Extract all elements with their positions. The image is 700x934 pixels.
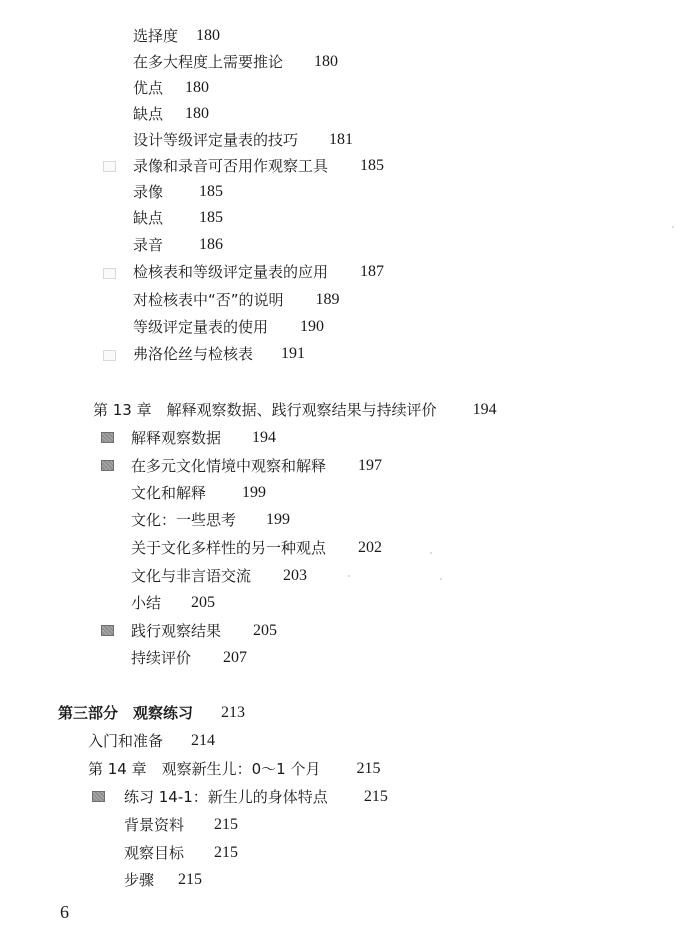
section-bullet-icon xyxy=(103,161,116,172)
toc-entry-title: 练习 14-1：新生儿的身体特点 xyxy=(124,788,328,806)
toc-entry-title: 缺点 xyxy=(133,105,164,123)
toc-entry-page: 215 xyxy=(178,871,203,888)
page-number: 6 xyxy=(60,902,69,922)
toc-entry-page: 191 xyxy=(281,345,306,362)
toc-entry-page: 186 xyxy=(199,236,224,253)
toc-entry-page: 185 xyxy=(199,183,224,200)
toc-entry-title: 背景资料 xyxy=(124,816,185,834)
toc-entry-page: 180 xyxy=(185,79,210,96)
toc-entry-page: 215 xyxy=(356,760,381,777)
toc-entry xyxy=(124,815,238,835)
toc-entry-page: 215 xyxy=(214,816,239,833)
section-bullet-icon xyxy=(101,625,114,636)
toc-entry-page: 180 xyxy=(196,27,221,44)
toc-entry-title: 设计等级评定量表的技巧 xyxy=(133,131,299,149)
toc-entry xyxy=(131,648,247,668)
toc-entry xyxy=(131,593,215,613)
toc-entry-title: 文化和解释 xyxy=(131,484,207,502)
toc-entry xyxy=(133,344,305,364)
toc-entry-page: 207 xyxy=(223,649,248,666)
toc-entry xyxy=(88,731,215,751)
toc-entry-page: 213 xyxy=(221,704,246,721)
toc-entry-page: 197 xyxy=(358,457,383,474)
toc-entry xyxy=(131,428,276,448)
scan-speck xyxy=(430,552,432,554)
toc-entry-title: 对检核表中“否”的说明 xyxy=(133,291,284,309)
toc-entry xyxy=(133,208,223,228)
toc-entry-title: 践行观察结果 xyxy=(131,622,222,640)
toc-entry xyxy=(133,78,209,98)
toc-entry-page: 215 xyxy=(214,844,239,861)
toc-entry xyxy=(131,456,382,476)
scan-speck xyxy=(672,226,674,228)
scan-speck xyxy=(348,575,350,577)
toc-entry-page: 190 xyxy=(300,318,325,335)
toc-entry-page: 202 xyxy=(358,539,383,556)
toc-entry-page: 185 xyxy=(360,157,385,174)
toc-entry xyxy=(131,538,382,558)
toc-entry-page: 187 xyxy=(360,263,385,280)
toc-entry-page: 214 xyxy=(191,732,216,749)
toc-entry-page: 215 xyxy=(363,788,388,805)
toc-entry-page: 205 xyxy=(191,594,216,611)
chapter-heading xyxy=(88,759,380,779)
toc-entry xyxy=(124,870,202,890)
section-bullet-icon xyxy=(92,791,105,802)
chapter-heading xyxy=(93,400,497,420)
section-bullet-icon xyxy=(103,350,116,361)
toc-entry-title: 文化：一些思考 xyxy=(131,511,237,529)
toc-entry-page: 205 xyxy=(253,622,278,639)
toc-entry-title: 等级评定量表的使用 xyxy=(133,318,269,336)
toc-entry-title: 步骤 xyxy=(124,871,155,889)
toc-entry xyxy=(124,843,238,863)
toc-entry-title: 持续评价 xyxy=(131,649,192,667)
section-bullet-icon xyxy=(101,432,114,443)
toc-entry-title: 优点 xyxy=(133,79,164,97)
toc-entry-title: 缺点 xyxy=(133,209,164,227)
toc-entry xyxy=(133,26,220,46)
toc-entry-title: 录音 xyxy=(133,236,164,254)
toc-entry xyxy=(131,566,307,586)
toc-entry-title: 观察目标 xyxy=(124,844,185,862)
toc-entry-page: 199 xyxy=(266,511,291,528)
toc-entry xyxy=(133,290,340,310)
toc-entry-page: 185 xyxy=(199,209,224,226)
toc-entry-page: 180 xyxy=(185,105,210,122)
toc-entry-title: 第三部分 观察练习 xyxy=(58,704,194,722)
toc-entry-page: 194 xyxy=(252,429,277,446)
toc-entry-page: 199 xyxy=(242,484,267,501)
toc-entry-title: 检核表和等级评定量表的应用 xyxy=(133,263,329,281)
toc-entry xyxy=(133,156,384,176)
toc-entry xyxy=(131,621,277,641)
toc-entry-page: 181 xyxy=(329,131,354,148)
toc-entry xyxy=(133,235,223,255)
toc-entry-title: 录像和录音可否用作观察工具 xyxy=(133,157,329,175)
toc-entry-title: 解释观察数据 xyxy=(131,429,222,447)
toc-entry xyxy=(133,262,384,282)
toc-entry-title: 第 13 章 解释观察数据、践行观察结果与持续评价 xyxy=(93,401,437,419)
toc-entry-title: 关于文化多样性的另一种观点 xyxy=(131,539,327,557)
toc-entry-title: 文化与非言语交流 xyxy=(131,567,252,585)
toc-entry xyxy=(133,104,209,124)
toc-entry xyxy=(131,510,290,530)
toc-entry-page: 189 xyxy=(315,291,340,308)
toc-entry-page: 203 xyxy=(283,567,308,584)
toc-entry-title: 弗洛伦丝与检核表 xyxy=(133,345,254,363)
toc-entry-title: 小结 xyxy=(131,594,162,612)
section-bullet-icon xyxy=(101,460,114,471)
toc-entry xyxy=(133,182,223,202)
toc-entry xyxy=(133,317,324,337)
scan-speck xyxy=(440,578,442,580)
toc-entry-title: 在多大程度上需要推论 xyxy=(133,53,284,71)
toc-entry-title: 在多元文化情境中观察和解释 xyxy=(131,457,327,475)
toc-entry xyxy=(124,787,388,807)
toc-entry-page: 194 xyxy=(472,401,497,418)
toc-entry-page: 180 xyxy=(314,53,339,70)
toc-entry xyxy=(133,130,353,150)
toc-entry xyxy=(133,52,338,72)
toc-entry-title: 录像 xyxy=(133,183,164,201)
toc-entry-title: 入门和准备 xyxy=(88,732,164,750)
part-heading xyxy=(58,703,245,723)
toc-entry-title: 第 14 章 观察新生儿：0～1 个月 xyxy=(88,760,321,778)
toc-entry-title: 选择度 xyxy=(133,27,179,45)
section-bullet-icon xyxy=(103,268,116,279)
toc-entry xyxy=(131,483,266,503)
